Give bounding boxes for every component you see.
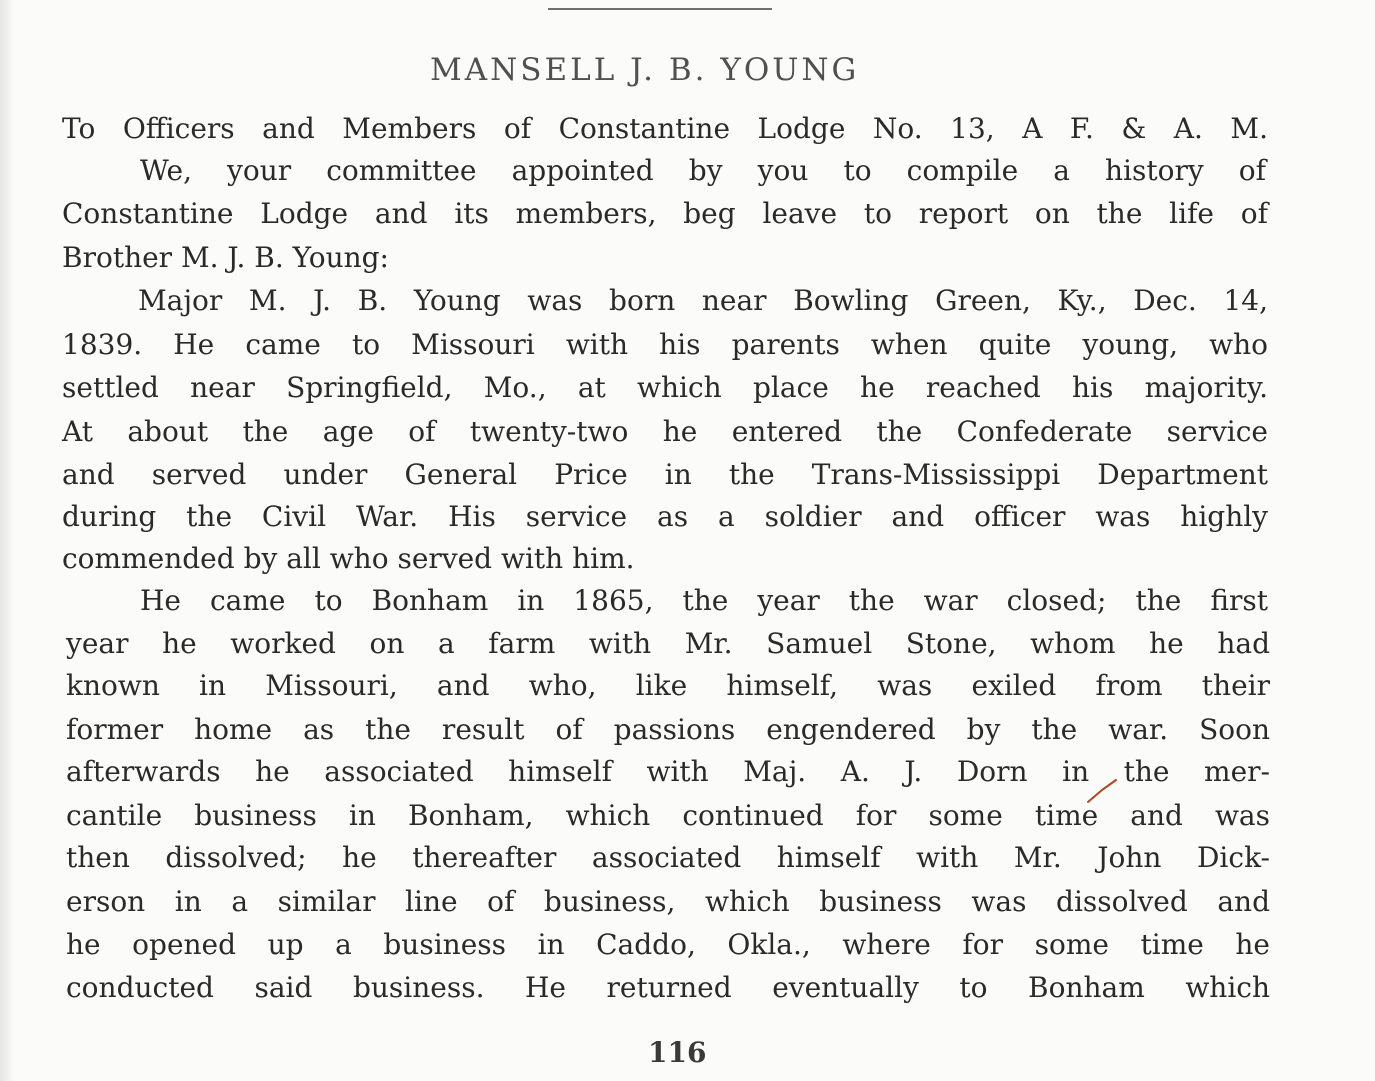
page-number: 116 [648, 1036, 707, 1069]
paragraph-line: during the Civil War. His service as a soldier and officer was highly [62, 500, 1268, 533]
paragraph-line: At about the age of twenty-two he entered the Confederate service [62, 415, 1268, 448]
paragraph-line: Major M. J. B. Young was born near Bowling Green, Ky., Dec. 14, [138, 284, 1268, 317]
paragraph-line: Constantine Lodge and its members, beg leave to report on the life of [62, 197, 1268, 230]
paragraph-line: former home as the result of passions engendered by the war. Soon [66, 713, 1270, 746]
paragraph-line: year he worked on a farm with Mr. Samuel Stone, whom he had [66, 627, 1270, 660]
paragraph-line: 1839. He came to Missouri with his parents when quite young, who [62, 328, 1268, 361]
paragraph-line: settled near Springfield, Mo., at which place he reached his majority. [62, 371, 1268, 404]
paragraph-line: and served under General Price in the Trans-Mississippi Department [62, 458, 1268, 491]
paragraph-line: then dissolved; he thereafter associated himself with Mr. John Dick- [66, 841, 1270, 874]
document-heading: MANSELL J. B. YOUNG [430, 52, 860, 88]
page-edge-shadow [0, 0, 14, 1081]
paragraph-line: erson in a similar line of business, which business was dissolved and [66, 885, 1270, 918]
paragraph-line: commended by all who served with him. [62, 542, 635, 575]
salutation-line: To Officers and Members of Constantine Lodge No. 13, A F. & A. M. [62, 112, 1268, 145]
paragraph-line: He came to Bonham in 1865, the year the war closed; the first [140, 584, 1268, 617]
paragraph-line: known in Missouri, and who, like himself, was exiled from their [66, 669, 1270, 702]
paragraph-line: Brother M. J. B. Young: [62, 241, 389, 274]
paragraph-line: he opened up a business in Caddo, Okla., where for some time he [66, 928, 1270, 961]
paragraph-line: cantile business in Bonham, which continued for some time and was [66, 799, 1270, 832]
paragraph-line: conducted said business. He returned eventually to Bonham which [66, 971, 1270, 1004]
paragraph-line: afterwards he associated himself with Maj. A. J. Dorn in the mer- [66, 755, 1270, 788]
top-rule [548, 8, 772, 10]
pen-mark [1086, 776, 1126, 806]
paragraph-line: We, your committee appointed by you to compile a history of [140, 154, 1266, 187]
